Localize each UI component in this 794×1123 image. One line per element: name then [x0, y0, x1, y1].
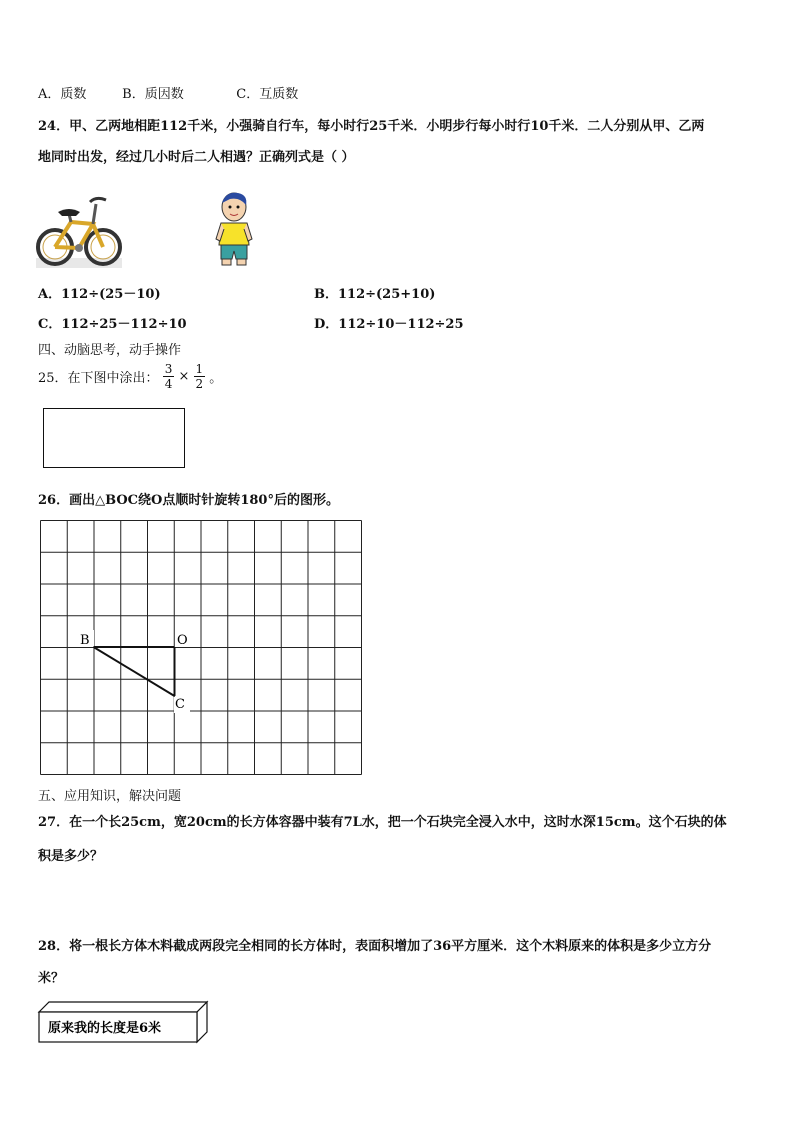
label-b: B: [80, 633, 90, 648]
boy-image: [212, 189, 256, 269]
q24-line1: 24．甲、乙两地相距112千米，小强骑自行车，每小时行25千米．小明步行每小时行10千米．二人分别从甲、乙两: [38, 119, 705, 134]
q25-suffix: 。: [209, 371, 223, 386]
section-4-heading: 四、动脑思考，动手操作: [38, 343, 182, 358]
fraction-one-half: [194, 362, 206, 391]
q25-prefix: 25．在下图中涂出：: [38, 371, 159, 386]
q28-line1: 28．将一根长方体木料截成两段完全相同的长方体时，表面积增加了36平方厘米．这个木料原来的体积是多少立方分: [38, 939, 712, 954]
q24-option-b: B．112÷(25+10): [314, 287, 436, 302]
q23-option-b: B．质因数: [122, 87, 184, 102]
q27-line1: 27．在一个长25cm，宽20cm的长方体容器中装有7L水，把一个石块完全浸入水中，这时水深15cm。这个石块的体: [38, 815, 727, 830]
q23-options: [38, 83, 298, 102]
q25-text: [38, 362, 222, 391]
bicycle-image: [36, 192, 124, 270]
q27-line2: 积是多少？: [38, 849, 104, 864]
q26-text: 26．画出△BOC绕O点顺时针旋转180°后的图形。: [38, 493, 339, 508]
q28-box-image: [37, 1000, 209, 1044]
fraction-numerator: 1: [195, 362, 204, 376]
q24-line2: 地同时出发，经过几小时后二人相遇？正确列式是（ ）: [38, 150, 355, 165]
label-o: O: [177, 633, 188, 648]
box-caption: 原来我的长度是6米: [48, 1021, 162, 1036]
fraction-denominator: 2: [195, 377, 204, 391]
q24-option-d: D．112÷10－112÷25: [314, 317, 464, 332]
q24-option-c: C．112÷25－112÷10: [38, 317, 187, 332]
fraction-numerator: 3: [164, 362, 173, 376]
label-c: C: [175, 697, 185, 712]
fraction-denominator: 4: [164, 377, 173, 391]
section-5-heading: 五、应用知识，解决问题: [38, 789, 182, 804]
fraction-three-quarters: [163, 362, 175, 391]
times-sign: ×: [178, 369, 190, 384]
q23-option-c: C．互质数: [236, 87, 299, 102]
q28-line2: 米？: [38, 971, 65, 986]
q26-grid[interactable]: [40, 520, 362, 776]
q25-rectangle[interactable]: [43, 408, 185, 468]
q24-option-a: A．112÷(25－10): [38, 287, 161, 302]
q23-option-a: A．质数: [38, 87, 87, 102]
triangle-side-bc: [94, 647, 175, 696]
